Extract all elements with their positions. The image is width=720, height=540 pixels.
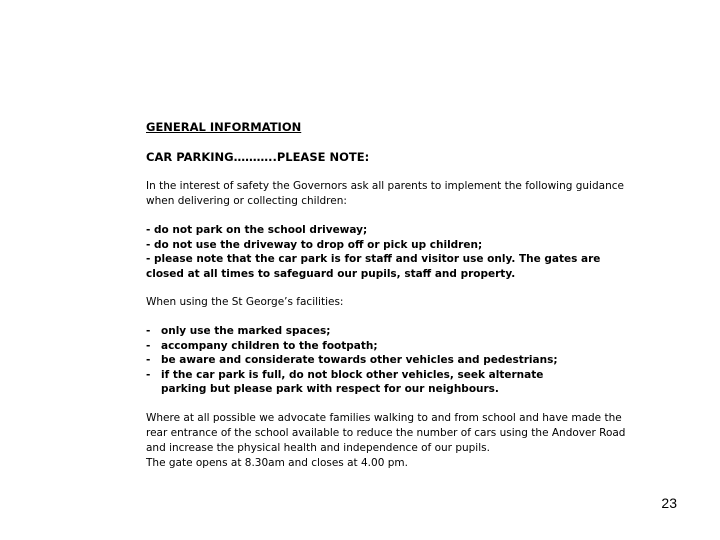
list-item-text: if the car park is full, do not block other vehicles, seek alternate (161, 368, 544, 381)
dash-bullet: - (146, 354, 151, 366)
document-page (146, 120, 666, 471)
guidance-line-1: - do not park on the school driveway; (146, 224, 368, 236)
closing-paragraph (146, 411, 666, 471)
list-item (146, 339, 666, 354)
list-item (146, 324, 666, 339)
dash-bullet: - (146, 368, 151, 381)
intro-paragraph (146, 179, 666, 209)
list-item-text: parking but please park with respect for our neighbours. (161, 383, 499, 395)
section-heading-car-parking: CAR PARKING………..PLEASE NOTE: (146, 150, 370, 164)
dash-bullet: - (146, 325, 151, 337)
closing-line-1: Where at all possible we advocate families walking to and from school and have made the (146, 411, 622, 424)
list-item-text: only use the marked spaces; (161, 325, 331, 337)
page-number: 23 (661, 495, 677, 511)
intro-line-1: In the interest of safety the Governors ask all parents to implement the following guidance (146, 180, 624, 192)
guidance-line-4: closed at all times to safeguard our pupils, staff and property. (146, 267, 516, 280)
guidance-line-2: - do not use the driveway to drop off or pick up children; (146, 238, 483, 251)
closing-line-4: The gate opens at 8.30am and closes at 4.00 pm. (146, 456, 408, 469)
list-item-continuation (146, 382, 666, 397)
list-item-text: be aware and considerate towards other vehicles and pedestrians; (161, 354, 558, 366)
closing-line-3: and increase the physical health and independence of our pupils. (146, 441, 490, 454)
dash-bullet: - (146, 339, 151, 352)
facilities-intro: When using the St George’s facilities: (146, 296, 344, 308)
list-item (146, 368, 666, 383)
intro-line-2: when delivering or collecting children: (146, 195, 347, 207)
page-title: GENERAL INFORMATION (146, 120, 302, 134)
list-item-text: accompany children to the footpath; (161, 339, 378, 352)
guidance-line-3: - please note that the car park is for staff and visitor use only. The gates are (146, 253, 601, 265)
closing-line-2: rear entrance of the school available to reduce the number of cars using the Andover Road (146, 426, 626, 439)
list-item (146, 353, 666, 368)
guidance-list (146, 223, 666, 281)
facilities-list (146, 324, 666, 397)
